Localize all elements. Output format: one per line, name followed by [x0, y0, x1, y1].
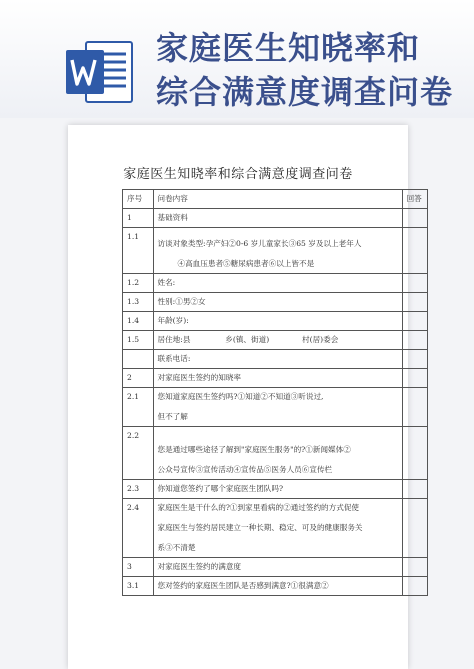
table-header-row [123, 190, 428, 209]
row-content: 您对签约的家庭医生团队是否感到满意?①很满意② [153, 577, 402, 596]
answer-cell[interactable] [402, 499, 427, 558]
table-row [123, 209, 428, 228]
row-number: 2 [123, 369, 154, 388]
word-document-icon [64, 40, 136, 104]
answer-cell[interactable] [402, 369, 427, 388]
column-header-number: 序号 [123, 190, 154, 209]
answer-cell[interactable] [402, 228, 427, 274]
answer-cell[interactable] [402, 577, 427, 596]
row-content [153, 228, 402, 274]
table-row [123, 369, 428, 388]
row-content [153, 388, 402, 427]
row-line: 您知道家庭医生签约吗?①知道②不知道③听说过, [157, 392, 324, 401]
questionnaire-table [122, 189, 428, 596]
table-row [123, 499, 428, 558]
residence-township-label: 乡(镇、街道) [225, 335, 270, 344]
residence-village-label: 村(居)委会 [302, 335, 339, 344]
title-line-2: 综合满意度调查问卷 [156, 73, 454, 111]
column-header-answer: 回答 [402, 190, 427, 209]
table-row [123, 388, 428, 427]
page-title [156, 26, 466, 114]
row-number: 1.5 [123, 331, 154, 350]
row-content: 姓名: [153, 274, 402, 293]
table-row [123, 427, 428, 480]
row-number: 3.1 [123, 577, 154, 596]
table-row [123, 480, 428, 499]
row-content: 年龄(岁): [153, 312, 402, 331]
answer-cell[interactable] [402, 427, 427, 480]
row-content: 性别:①男②女 [153, 293, 402, 312]
column-header-content: 问卷内容 [153, 190, 402, 209]
table-row [123, 577, 428, 596]
answer-cell[interactable] [402, 558, 427, 577]
row-content: 对家庭医生签约的知晓率 [153, 369, 402, 388]
row-content: 基础资料 [153, 209, 402, 228]
row-content [153, 499, 402, 558]
table-row [123, 312, 428, 331]
answer-cell[interactable] [402, 331, 427, 350]
row-line: 公众号宣传③宣传活动④宣传品⑤医务人员⑥宣传栏 [157, 465, 333, 474]
table-row [123, 293, 428, 312]
row-number [123, 350, 154, 369]
answer-cell[interactable] [402, 293, 427, 312]
answer-cell[interactable] [402, 388, 427, 427]
answer-cell[interactable] [402, 350, 427, 369]
residence-county-label: 居住地:县 [157, 335, 191, 344]
table-row [123, 350, 428, 369]
answer-cell[interactable] [402, 312, 427, 331]
row-number: 2.3 [123, 480, 154, 499]
row-line: 您是通过哪些途径了解到"家庭医生服务"的?①新闻媒体② [157, 445, 351, 454]
row-number: 3 [123, 558, 154, 577]
row-number: 1.2 [123, 274, 154, 293]
row-number: 1.3 [123, 293, 154, 312]
row-line: 访谈对象类型:孕产妇②0-6 岁儿童家长③65 岁及以上老年人 [157, 239, 362, 248]
row-number: 2.1 [123, 388, 154, 427]
row-line: 系③不清楚 [157, 543, 196, 552]
table-row [123, 558, 428, 577]
row-content [153, 427, 402, 480]
row-content [153, 331, 402, 350]
row-number: 1.4 [123, 312, 154, 331]
row-number: 2.4 [123, 499, 154, 558]
table-row [123, 331, 428, 350]
row-line: ④高血压患者⑤糖尿病患者⑥以上皆不是 [177, 259, 315, 268]
row-content: 你知道您签约了哪个家庭医生团队吗? [153, 480, 402, 499]
row-line: 家庭医生与签约居民建立一种长期、稳定、可及的健康服务关 [157, 523, 363, 532]
document-page [68, 125, 422, 669]
title-line-1: 家庭医生知晓率和 [156, 29, 421, 67]
table-row [123, 228, 428, 274]
row-line: 家庭医生是干什么的?①到家里看病的②通过签约的方式促使 [157, 503, 360, 512]
answer-cell[interactable] [402, 274, 427, 293]
row-content: 对家庭医生签约的满意度 [153, 558, 402, 577]
document-title: 家庭医生知晓率和综合满意度调查问卷 [123, 167, 353, 182]
answer-cell[interactable] [402, 480, 427, 499]
row-content: 联系电话: [153, 350, 402, 369]
answer-cell[interactable] [402, 209, 427, 228]
row-number: 2.2 [123, 427, 154, 480]
row-number: 1.1 [123, 228, 154, 274]
table-row [123, 274, 428, 293]
row-line: 但不了解 [157, 412, 188, 421]
row-number: 1 [123, 209, 154, 228]
